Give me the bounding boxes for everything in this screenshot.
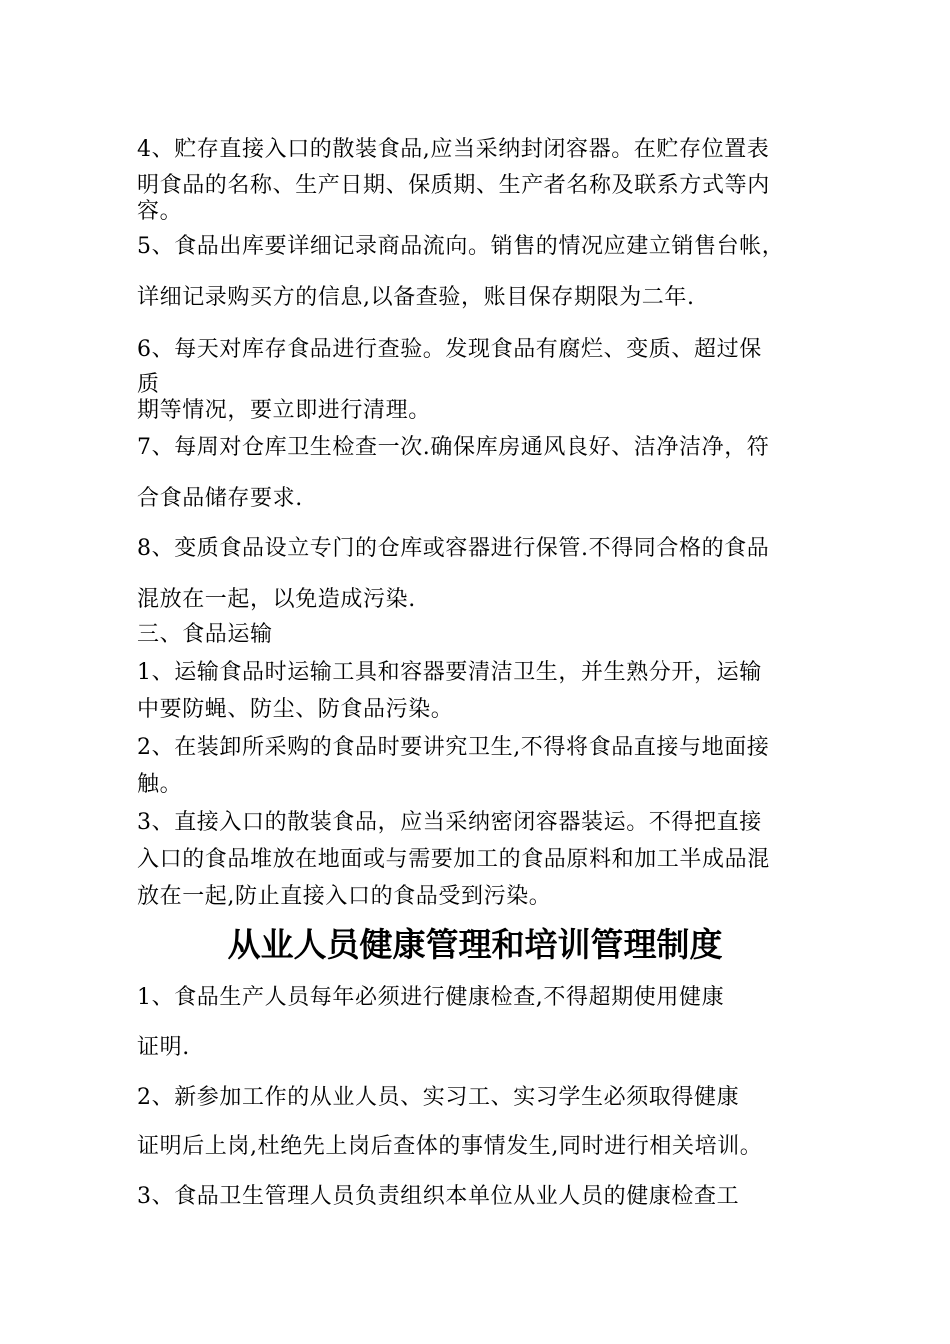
paragraph-line: 7、每周对仓库卫生检查一次.确保库房通风良好、洁净洁净，符 [137, 435, 770, 460]
paragraph-line: 明食品的名称、生产日期、保质期、生产者名称及联系方式等内 [137, 173, 770, 198]
paragraph-line: 质 [137, 372, 160, 397]
paragraph-line: 入口的食品堆放在地面或与需要加工的食品原料和加工半成品混 [137, 847, 770, 872]
page-title: 从业人员健康管理和培训管理制度 [227, 925, 723, 964]
paragraph-line: 3、食品卫生管理人员负责组织本单位从业人员的健康检查工 [137, 1184, 740, 1209]
paragraph-line: 证明. [137, 1035, 190, 1060]
paragraph-line: 1、食品生产人员每年必须进行健康检查,不得超期使用健康 [137, 985, 725, 1010]
paragraph-line: 证明后上岗,杜绝先上岗后查体的事情发生,同时进行相关培训。 [137, 1134, 763, 1159]
paragraph-line: 4、贮存直接入口的散装食品,应当采纳封闭容器。在贮存位置表 [137, 137, 770, 162]
paragraph-line: 8、变质食品设立专门的仓库或容器进行保管.不得同合格的食品 [137, 536, 770, 561]
paragraph-line: 2、新参加工作的从业人员、实习工、实习学生必须取得健康 [137, 1085, 740, 1110]
paragraph-line: 容。 [137, 199, 183, 224]
paragraph-line: 混放在一起，以免造成污染. [137, 587, 416, 612]
paragraph-line: 详细记录购买方的信息,以备查验，账目保存期限为二年. [137, 285, 695, 310]
paragraph-line: 触。 [137, 772, 183, 797]
paragraph-line: 6、每天对库存食品进行查验。发现食品有腐烂、变质、超过保 [137, 337, 762, 362]
paragraph-line: 5、食品出库要详细记录商品流向。销售的情况应建立销售台帐， [137, 234, 785, 259]
paragraph-line: 1、运输食品时运输工具和容器要清洁卫生，并生熟分开，运输 [137, 660, 762, 685]
paragraph-line: 合食品储存要求. [137, 486, 303, 511]
section-heading: 三、食品运输 [137, 622, 273, 647]
paragraph-line: 3、直接入口的散装食品，应当采纳密闭容器装运。不得把直接 [137, 810, 762, 835]
paragraph-line: 期等情况，要立即进行清理。 [137, 398, 431, 423]
paragraph-line: 放在一起,防止直接入口的食品受到污染。 [137, 884, 552, 909]
paragraph-line: 2、在装卸所采购的食品时要讲究卫生,不得将食品直接与地面接 [137, 735, 770, 760]
paragraph-line: 中要防蝇、防尘、防食品污染。 [137, 697, 454, 722]
